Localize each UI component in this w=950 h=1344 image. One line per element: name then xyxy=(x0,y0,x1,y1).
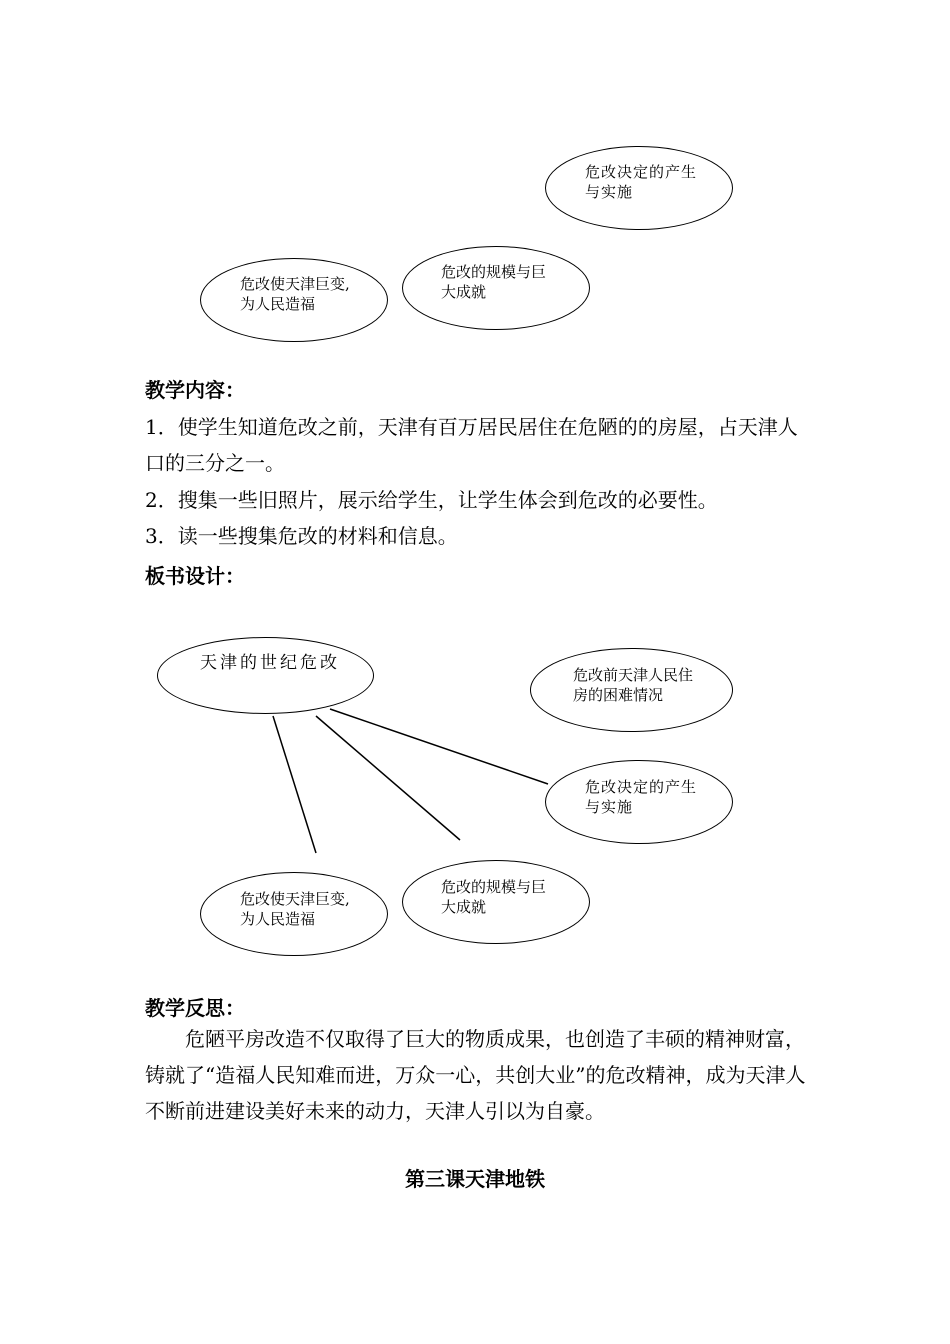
oval-center xyxy=(157,637,374,714)
oval-benefit-2-label: 危改使天津巨变,为人民造福 xyxy=(240,890,350,928)
oval-scale-2-label: 危改的规模与巨大成就 xyxy=(441,878,547,916)
connector-to-scale xyxy=(316,716,460,840)
oval-decision-2-label: 危改决定的产生与实施 xyxy=(585,778,698,816)
reflection-heading: 教学反思： xyxy=(145,996,245,1020)
reflection-text: 危陋平房改造不仅取得了巨大的物质成果，也创造了丰硕的精神财富，铸就了“造福人民知难而进，万众一心，共创大业”的危改精神，成为天津人不断前进建设美好未来的动力，天津人引以为自豪。 xyxy=(145,1027,806,1123)
teaching-item-2: 2．搜集一些旧照片，展示给学生，让学生体会到危改的必要性。 xyxy=(145,488,718,512)
board-design-heading: 板书设计： xyxy=(145,564,245,588)
oval-benefit-label: 危改使天津巨变,为人民造福 xyxy=(240,275,350,313)
connector-to-benefit xyxy=(273,716,316,853)
oval-before-label: 危改前天津人民住房的困难情况 xyxy=(573,666,694,704)
connector-to-decision xyxy=(330,709,548,784)
oval-scale-label: 危改的规模与巨大成就 xyxy=(441,263,547,301)
teaching-content-heading: 教学内容： xyxy=(145,378,245,402)
next-lesson-title: 第三课天津地铁 xyxy=(405,1167,545,1191)
teaching-item-3: 3．读一些搜集危改的材料和信息。 xyxy=(145,524,458,548)
oval-center-label: 天津的世纪危改 xyxy=(200,653,340,673)
oval-decision-label: 危改决定的产生与实施 xyxy=(585,163,698,201)
teaching-item-1: 1．使学生知道危改之前，天津有百万居民居住在危陋的的房屋，占天津人口的三分之一。 xyxy=(145,415,798,475)
